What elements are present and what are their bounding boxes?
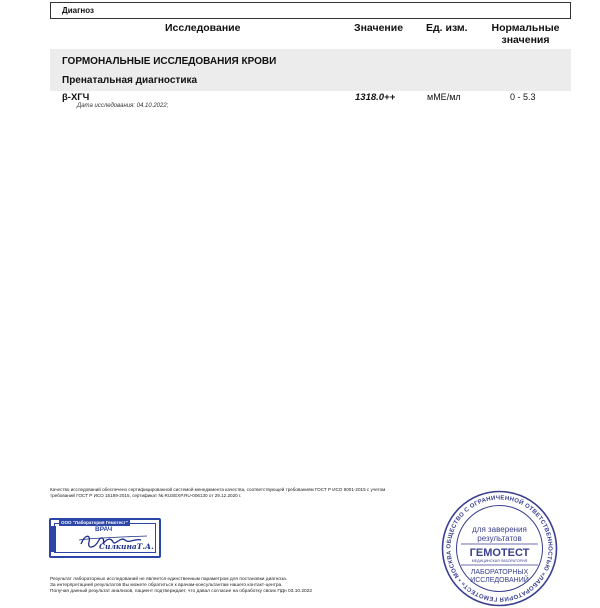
footer-note [50,577,410,595]
column-header-value: Значение [354,22,404,34]
doctor-stamp [49,518,161,558]
doctor-stamp-name: СилкинаТ.А. [99,542,154,551]
footer-line2: За интерпретацией результатов Вы можете обратиться к врачам-консультантам нашего контакт-центра. [50,583,283,588]
test-name: β-ХГЧ [62,92,90,103]
signature-icon [51,520,163,560]
test-date: Дата исследования: 04.10.2022; [77,103,169,109]
test-norm: 0 - 5.3 [510,92,536,102]
footer-line1: Результат лабораторных исследований не является единственным параметром для постановки диагноза. [50,577,288,582]
doctor-stamp-title: ВРАЧ [95,526,113,533]
diagnosis-label: Диагноз [62,6,94,15]
column-header-norm-line2: значения [501,34,550,46]
seal-line3: ЛАБОРАТОРНЫХ [470,569,529,576]
column-header-unit: Ед. изм. [426,22,468,34]
quality-note-line2: требований ГОСТ Р ИСО 15189-2015, сертификат № RUSEXP.RU-006130 от 29.12.2020 г. [50,493,242,498]
seal-brand-sub: МЕДИЦИНСКАЯ ЛАБОРАТОРИЯ [471,559,528,563]
column-header-norm [478,22,573,46]
seal-line1: для заверения [472,525,527,534]
seal-line4: ИССЛЕДОВАНИЙ [470,577,529,584]
quality-note-line1: Качество исследований обеспечено сертифицированной системой менеджмента качества, соответствующей требованиям ГОСТ Р ИСО 9001-2015 с учетом [50,487,386,492]
doctor-stamp-org: ООО "Лаборатория Гемотест" [61,520,128,525]
seal-line2: результатов [477,534,522,543]
footer-line3: Получая данный результат анализов, пациент подтверждает, что давал согласие на обработку своих ПДн 03.10.2022 [50,589,313,594]
column-header-study: Исследование [165,22,241,34]
svg-text:ОБЩЕСТВО С ОГРАНИЧЕННОЙ ОТВЕТС [441,490,553,602]
lab-seal-icon [441,490,558,607]
column-header-norm-line1: Нормальные [491,22,560,34]
test-value: 1318.0++ [355,92,396,103]
section-subtitle: Пренатальная диагностика [62,75,198,86]
section-title: ГОРМОНАЛЬНЫЕ ИССЛЕДОВАНИЯ КРОВИ [62,56,277,67]
test-unit: мМЕ/мл [427,92,461,102]
seal-brand: ГЕМОТЕСТ [469,547,530,559]
quality-note [50,487,425,499]
diagnosis-box [50,2,571,19]
seal-ring-text: ОБЩЕСТВО С ОГРАНИЧЕННОЙ ОТВЕТСТВЕННОСТЬЮ «ЛАБОРАТОРИЯ ГЕМОТЕСТ» • МОСКВА [446,495,553,602]
